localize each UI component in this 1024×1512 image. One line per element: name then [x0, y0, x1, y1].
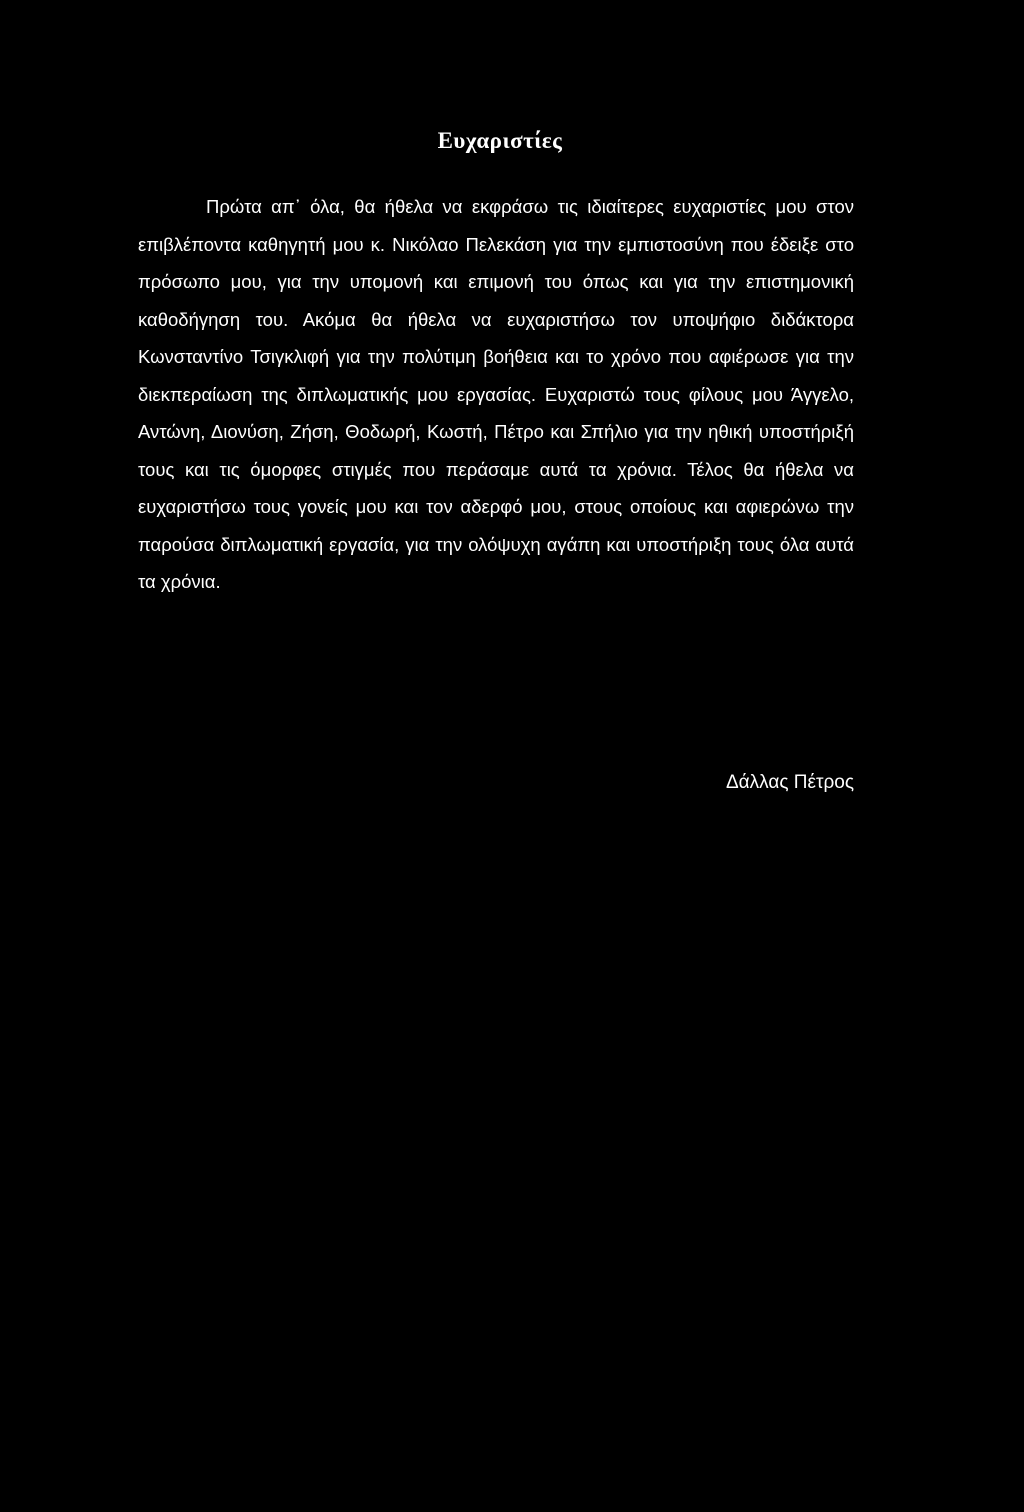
page-title: Ευχαριστίες — [437, 128, 563, 153]
author-signature: Δάλλας Πέτρος — [725, 772, 854, 793]
acknowledgements-paragraph: Πρώτα απ᾽ όλα, θα ήθελα να εκφράσω τις ιδιαίτερες ευχαριστίες μου στον επιβλέποντα καθηγητή μου κ. Νικόλαο Πελεκάση για την εμπιστοσύνη που έδειξε στο πρόσωπο μου, για την υπομονή και επιμονή του όπως και για την επιστημονική καθοδήγηση του. Ακόμα θα ήθελα να ευχαριστήσω τον υποψήφιο διδάκτορα Κωνσταντίνο Τσιγκλιφή για την πολύτιμη βοήθεια και το χρόνο που αφιέρωσε για την διεκπεραίωση της διπλωματικής μου εργασίας. Ευχαριστώ τους φίλους μου Άγγελο, Αντώνη, Διονύση, Ζήση, Θοδωρή, Κωστή, Πέτρο και Σπήλιο για την ηθική υποστήριξή τους και τις όμορφες στιγμές που περάσαμε αυτά τα χρόνια. Τέλος θα ήθελα να ευχαριστήσω τους γονείς μου και τον αδερφό μου, στους οποίους και αφιερώνω την παρούσα διπλωματική εργασία, για την ολόψυχη αγάπη και υποστήριξη τους όλα αυτά τα χρόνια. — [138, 196, 854, 592]
